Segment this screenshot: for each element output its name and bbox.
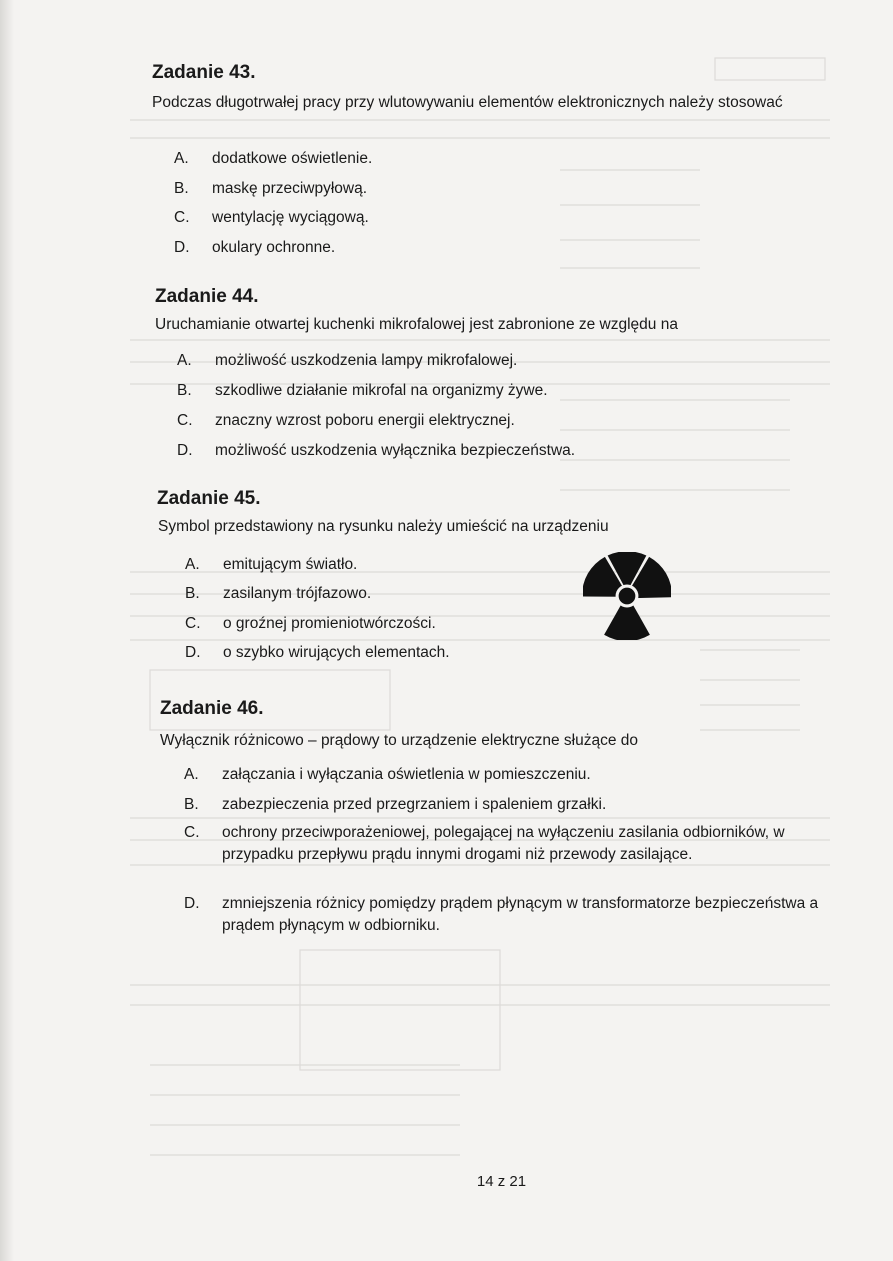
option-letter: C. [177, 412, 193, 429]
option-a[interactable] [184, 764, 824, 786]
option-d[interactable] [177, 440, 797, 462]
option-b[interactable] [177, 380, 797, 402]
option-text: załączania i wyłączania oświetlenia w pomieszczeniu. [222, 766, 591, 783]
option-letter: A. [177, 352, 192, 369]
question-title: Zadanie 43. [152, 62, 256, 83]
option-letter: D. [177, 442, 193, 459]
page-number: 14 z 21 [476, 1173, 527, 1190]
option-d[interactable] [184, 893, 824, 937]
option-letter: B. [177, 382, 192, 399]
option-a[interactable] [174, 148, 774, 170]
option-b[interactable] [185, 583, 575, 605]
option-c[interactable] [184, 822, 824, 888]
option-text: maskę przeciwpyłową. [212, 180, 368, 197]
option-letter: A. [184, 766, 199, 783]
option-text: o groźnej promieniotwórczości. [223, 615, 436, 632]
option-letter: D. [185, 644, 201, 661]
question-text: Wyłącznik różnicowo – prądowy to urządzenie elektryczne służące do [160, 732, 639, 749]
option-text: okulary ochronne. [212, 239, 336, 256]
option-b[interactable] [184, 794, 824, 816]
option-text: dodatkowe oświetlenie. [212, 150, 373, 167]
option-letter: C. [174, 209, 190, 226]
option-c[interactable] [185, 613, 575, 635]
radiation-icon [583, 552, 671, 640]
question-text: Uruchamianie otwartej kuchenki mikrofalowej jest zabronione ze względu na [155, 316, 678, 333]
option-text: zabezpieczenia przed przegrzaniem i spaleniem grzałki. [222, 796, 607, 813]
question-title: Zadanie 44. [155, 286, 259, 307]
option-letter: C. [184, 824, 200, 841]
option-letter: C. [185, 615, 201, 632]
option-text: możliwość uszkodzenia lampy mikrofalowej. [215, 352, 518, 369]
option-letter: D. [174, 239, 190, 256]
question-title: Zadanie 45. [157, 488, 261, 509]
option-d[interactable] [185, 642, 575, 664]
question-title: Zadanie 46. [160, 698, 264, 719]
option-text: ochrony przeciwporażeniowej, polegającej na wyłączeniu zasilania odbiorników, w przypadku przepływu prądu innymi drogami niż przewody zasilające. [222, 824, 785, 863]
option-letter: B. [185, 585, 200, 602]
option-d[interactable] [174, 237, 774, 259]
option-text: wentylację wyciągową. [212, 209, 369, 226]
option-a[interactable] [177, 350, 797, 372]
option-letter: A. [185, 556, 200, 573]
page-edge [0, 0, 14, 1261]
option-text: możliwość uszkodzenia wyłącznika bezpieczeństwa. [215, 442, 576, 459]
option-text: znaczny wzrost poboru energii elektrycznej. [215, 412, 515, 429]
option-letter: B. [174, 180, 189, 197]
option-b[interactable] [174, 178, 774, 200]
option-text: o szybko wirujących elementach. [223, 644, 450, 661]
question-text: Podczas długotrwałej pracy przy wlutowywaniu elementów elektronicznych należy stosować [152, 94, 783, 111]
option-c[interactable] [174, 207, 774, 229]
option-text: emitującym światło. [223, 556, 358, 573]
option-c[interactable] [177, 410, 797, 432]
option-a[interactable] [185, 554, 575, 576]
option-letter: A. [174, 150, 189, 167]
option-text: zmniejszenia różnicy pomiędzy prądem płynącym w transformatorze bezpieczeństwa a prądem płynącym w odbiorniku. [222, 895, 819, 934]
option-letter: D. [184, 895, 200, 912]
option-text: szkodliwe działanie mikrofal na organizmy żywe. [215, 382, 548, 399]
question-text: Symbol przedstawiony na rysunku należy umieścić na urządzeniu [158, 518, 609, 535]
option-letter: B. [184, 796, 199, 813]
option-text: zasilanym trójfazowo. [223, 585, 372, 602]
